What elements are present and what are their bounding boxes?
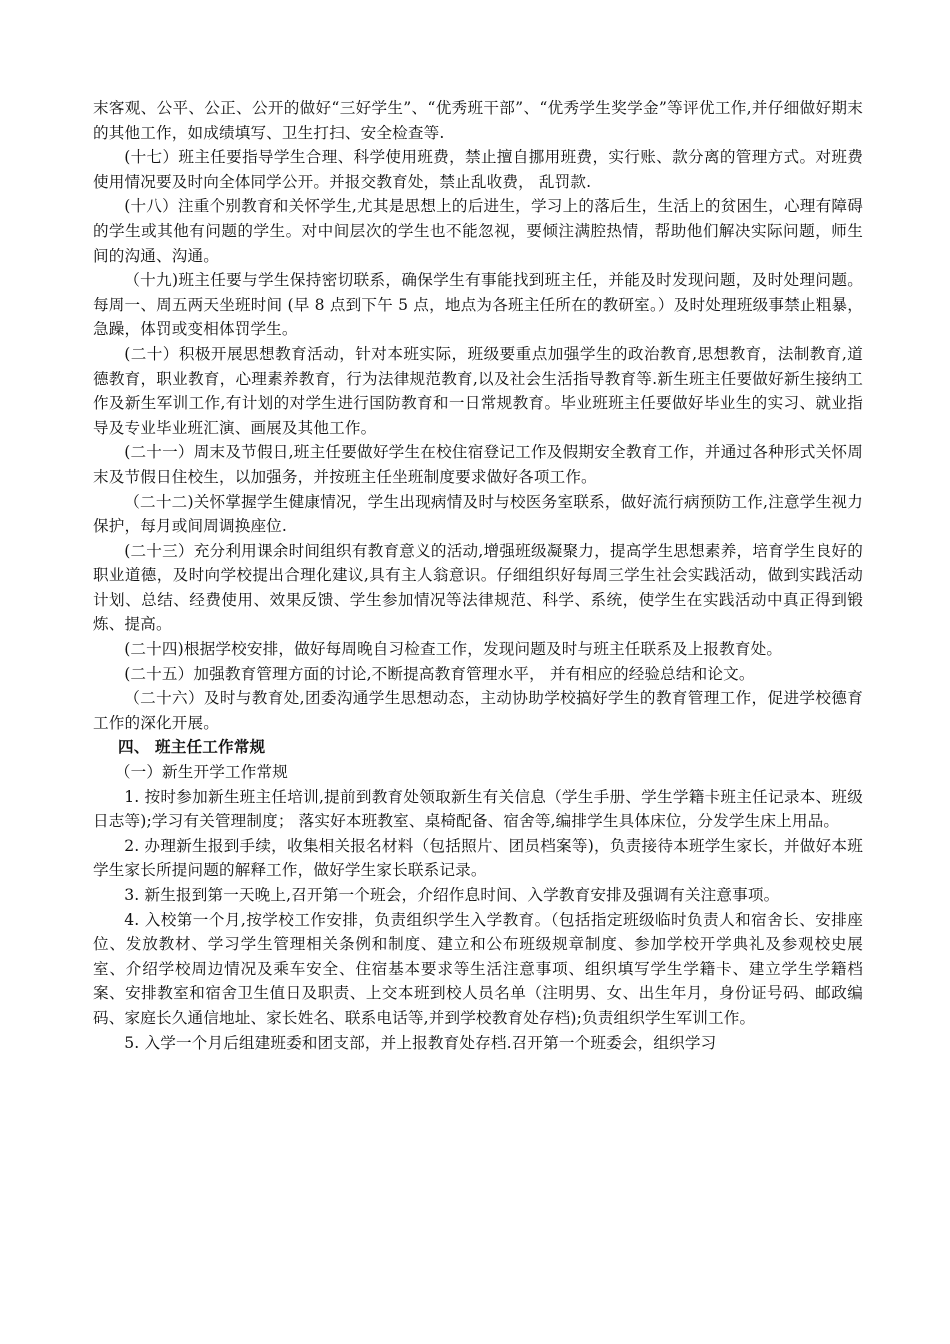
body-paragraph: (二十）积极开展思想教育活动，针对本班实际，班级要重点加强学生的政治教育,思想教育，法制教育,道德教育，职业教育，心理素养教育，行为法律规范教育,以及社会生活指导教育等.新生班主任要做好新生接纳工作及新生军训工作,有计划的对学生进行国防教育和一日常规教育。毕业班班主任要做好毕业生的实习、就业指导及专业毕业班汇演、画展及其他工作。 [93,344,863,437]
body-paragraph: （二十六）及时与教育处,团委沟通学生思想动态，主动协助学校搞好学生的教育管理工作，促进学校德育工作的深化开展。 [93,689,863,732]
document-page [93,96,863,1055]
body-paragraph: (二十三）充分利用课余时间组织有教育意义的活动,增强班级凝聚力，提高学生思想素养，培育学生良好的职业道德，及时向学校提出合理化建议,具有主人翁意识。仔细组织好每周三学生社会实践活动，做到实践活动计划、总结、经费使用、效果反馈、学生参加情况等法律规范、科学、系统，使学生在实践活动中真正得到锻炼、提高。 [93,541,863,634]
body-paragraph: 末客观、公平、公正、公开的做好“三好学生”、“优秀班干部”、“优秀学生奖学金”等评优工作,并仔细做好期末的其他工作，如成绩填写、卫生打扫、安全检查等. [93,99,863,142]
body-paragraph: (二十四)根据学校安排，做好每周晚自习检查工作，发现问题及时与班主任联系及上报教育处。 [124,640,783,659]
list-item: 3. 新生报到第一天晚上,召开第一个班会，介绍作息时间、入学教育安排及强调有关注意事项。 [124,886,780,904]
body-paragraph: （十九)班主任要与学生保持密切联系，确保学生有事能找到班主任，并能及时发现问题，及时处理问题。每周一、周五两天坐班时间 (早 8 点到下午 5 点，地点为各班主任所在的教研室。）及时处理班级事禁止粗暴，急躁，体罚或变相体罚学生。 [93,271,863,339]
body-paragraph: (二十五）加强教育管理方面的讨论,不断提高教育管理水平， 并有相应的经验总结和论文。 [124,664,755,683]
body-paragraph: （二十二)关怀掌握学生健康情况，学生出现病情及时与校医务室联系，做好流行病预防工作,注意学生视力保护，每月或间周调换座位. [93,492,863,536]
body-paragraph: (十八）注重个别教育和关怀学生,尤其是思想上的后进生，学习上的落后生，生活上的贫困生，心理有障碍的学生或其他有问题的学生。对中间层次的学生也不能忽视，要倾注满腔热情，帮助他们解决实际问题，师生间的沟通、沟通。 [93,197,863,265]
list-item: 4. 入校第一个月,按学校工作安排，负责组织学生入学教育。（包括指定班级临时负责人和宿舍长、安排座位、发放教材、学习学生管理相关条例和制度、建立和公布班级规章制度、参加学校开学典礼及参观校史展室、介绍学校周边情况及乘车安全、住宿基本要求等生活注意事项、组织填写学生学籍卡、建立学生学籍档案、安排教室和宿舍卫生值日及职责、上交本班到校人员名单（注明男、女、出生年月，身份证号码、邮政编码、家庭长久通信地址、家长姓名、联系电话等,并到学校教育处存档);负责组织学生军训工作。 [93,910,863,1027]
section-heading: 四、 班主任工作常规 [117,737,266,757]
subsection-heading: （一）新生开学工作常规 [114,763,289,782]
list-item: 5. 入学一个月后组建班委和团支部，并上报教育处存档.召开第一个班委会，组织学习 [124,1033,717,1052]
list-item: 1. 按时参加新生班主任培训,提前到教育处领取新生有关信息（学生手册、学生学籍卡班主任记录本、班级日志等);学习有关管理制度； 落实好本班教室、桌椅配备、宿舍等,编排学生具体床位，分发学生床上用品。 [93,787,863,831]
body-paragraph: (二十一）周末及节假日,班主任要做好学生在校住宿登记工作及假期安全教育工作，并通过各种形式关怀周末及节假日住校生，以加强务，并按班主任坐班制度要求做好各项工作。 [93,443,863,486]
body-paragraph: (十七）班主任要指导学生合理、科学使用班费，禁止擅自挪用班费，实行账、款分离的管理方式。对班费使用情况要及时向全体同学公开。并报交教育处，禁止乱收费， 乱罚款. [93,148,863,191]
list-item: 2. 办理新生报到手续，收集相关报名材料（包括照片、团员档案等)，负责接待本班学生家长，并做好本班学生家长所提问题的解释工作，做好学生家长联系记录。 [93,836,863,880]
